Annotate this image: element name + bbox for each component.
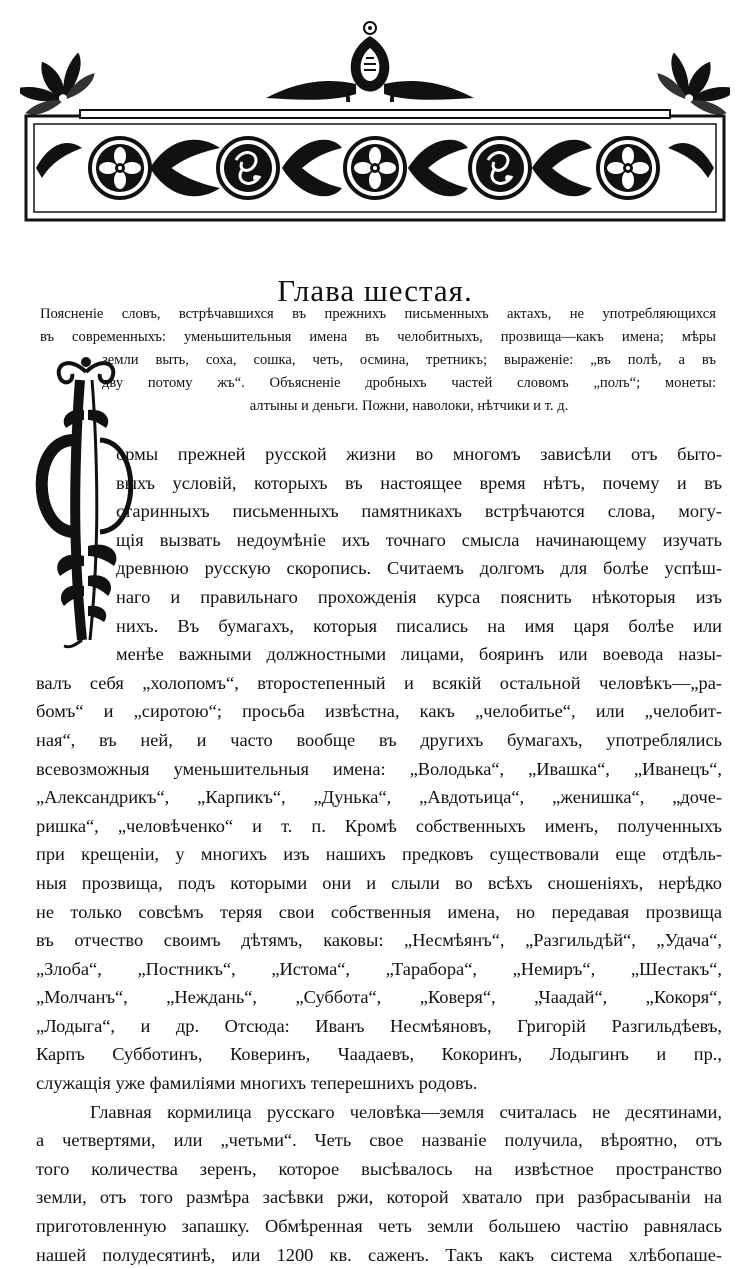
text-line: ормы прежней русской жизни во многомъ зависѣли отъ быто- <box>116 444 722 464</box>
text-line: менѣе важными должностными лицами, бояринъ или воевода назы- <box>116 644 722 665</box>
text-line: земли, отъ того размѣра засѣвки ржи, которой хватало при разбрасываніи на <box>36 1187 722 1208</box>
summary-line: алтыны и деньги. Пожни, наволоки, нѣтчики и т. д. <box>249 398 569 414</box>
text-line: въ отчество своимъ дѣтямъ, каковы: „Несмѣянъ“, „Разгильдѣй“, „Удача“, <box>36 930 722 951</box>
text-line: „Лодыга“, и др. Отсюда: Иванъ Несмѣяновъ, Григорій Разгильдѣевъ, <box>36 1015 722 1036</box>
dropcap-letter: Ф <box>30 350 31 351</box>
text-line: нашей полудесятинѣ, или 1200 кв. саженъ. Такъ какъ система хлѣбопаше- <box>36 1244 722 1265</box>
summary-line: дву потому жъ“. Объясненіе дробныхъ частей словомъ „полъ“; монеты: <box>102 375 716 391</box>
text-line: ная“, въ ней, и часто вообще въ другихъ бумагахъ, употреблялись <box>36 729 722 750</box>
text-line: при крещеніи, у многихъ изъ нашихъ предковъ существовали еще отдѣль- <box>36 844 722 865</box>
text-line: бомъ“ и „сиротою“; просьба извѣстна, какъ „челобитье“, или „челобит- <box>36 701 722 722</box>
text-line: Главная кормилица русскаго человѣка—земля считалась не десятинами, <box>90 1101 722 1122</box>
summary-line: въ современныхъ: уменьшительныя имена въ челобитныхъ, прозвища—какъ имена; мѣры <box>40 329 716 345</box>
text-line: того количества зеренъ, которое высѣвалось на извѣстное пространство <box>36 1158 722 1179</box>
text-line: ришка“, „человѣченко“ и т. п. Кромѣ собственныхъ именъ, полученныхъ <box>36 815 722 836</box>
text-line: щія вызвать недоумѣніе ихъ точнаго смысла начинающему изучать <box>116 529 722 550</box>
text-line: наго и правильнаго прохожденія курса пояснить нѣкоторыя изъ <box>116 586 722 607</box>
text-line: „Молчанъ“, „Неждань“, „Суббота“, „Коверя“, „Чаадай“, „Кокоря“, <box>36 987 722 1008</box>
chapter-title: Глава шестая. <box>277 272 473 308</box>
text-line: выхъ условій, которыхъ въ настоящее время нѣтъ, почему и въ <box>116 472 722 493</box>
text-line: приготовленную запашку. Обмѣренная четь земли большею частію равнялась <box>36 1216 722 1237</box>
text-line: не только совсѣмъ теряя свои собственныя имена, но передавая прозвища <box>36 901 722 922</box>
text-line: древнюю русскую скоропись. Считаемъ долгомъ для болѣе успѣш- <box>116 558 722 579</box>
text-line: ныя прозвища, подъ которыми они и слыли во всѣхъ сношеніяхъ, нерѣдко <box>36 872 722 893</box>
summary-line: Поясненіе словъ, встрѣчавшихся въ прежнихъ письменныхъ актахъ, не употребляющихся <box>40 306 716 322</box>
summary-line: земли выть, соха, сошка, четь, осмина, третникъ; выраженіе: „въ полѣ, а въ <box>102 352 716 368</box>
ornamental-headpiece <box>20 18 730 228</box>
text-line: Карпъ Субботинъ, Коверинъ, Чаадаевъ, Кокоринъ, Лодыгинъ и пр., <box>36 1044 722 1065</box>
text-line: валъ себя „холопомъ“, второстепенный и всякій остальной человѣкъ—„ра- <box>36 672 722 693</box>
text-line: „Александрикъ“, „Карпикъ“, „Дунька“, „Авдотьица“, „женишка“, „доче- <box>36 787 722 808</box>
body-text <box>36 440 722 1269</box>
text-line: служащія уже фамиліями многихъ теперешнихъ родовъ. <box>36 1073 478 1094</box>
text-line: а четвертями, или „четьми“. Четь свое названіе получила, вѣроятно, отъ <box>36 1130 722 1151</box>
text-line: старинныхъ письменныхъ памятникахъ встрѣчаются слова, могу- <box>116 501 722 522</box>
text-line: „Злоба“, „Постникъ“, „Истома“, „Тарабора“, „Немиръ“, „Шестакъ“, <box>36 958 722 979</box>
text-line: всевозможныя уменьшительныя имена: „Володька“, „Ивашка“, „Иванецъ“, <box>36 758 722 779</box>
text-line: нихъ. Въ бумагахъ, которыя писались на имя царя болѣе или <box>116 615 722 636</box>
